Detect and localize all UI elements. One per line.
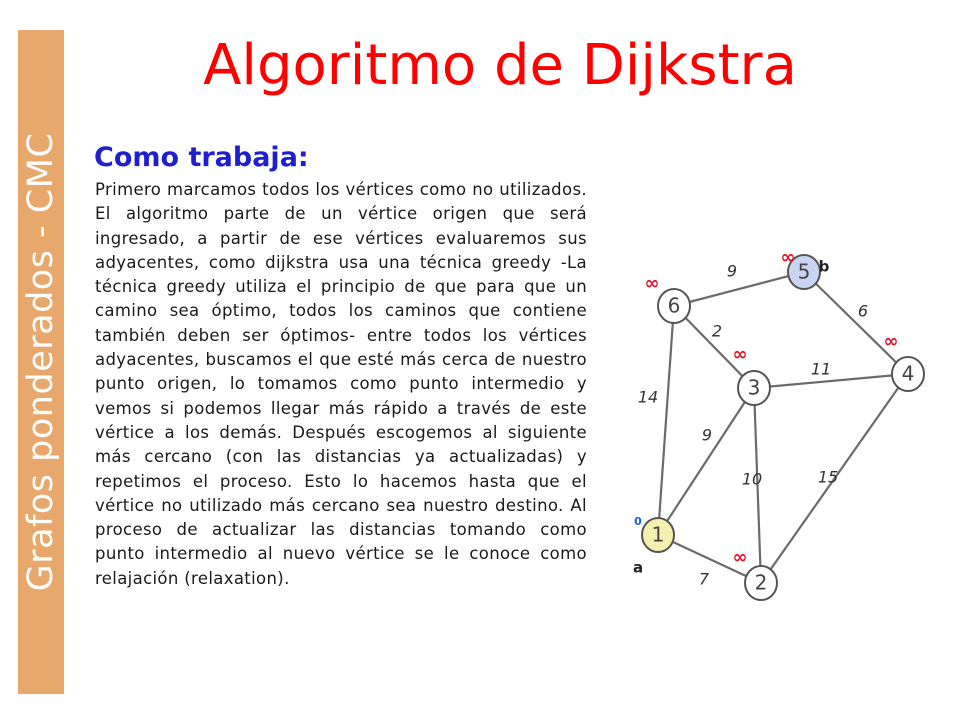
side-title: Grafos ponderados - CMC (21, 132, 61, 592)
node-distance-3: ∞ (732, 344, 748, 365)
edge-weight-6-3: 2 (711, 321, 723, 341)
edge-6-5 (674, 272, 804, 306)
node-label-6: 6 (667, 293, 681, 318)
graph-node-1 (633, 515, 674, 577)
edge-weight-4-2: 15 (817, 467, 839, 487)
section-heading: Como trabaja: (94, 142, 309, 173)
node-label-4: 4 (901, 361, 915, 386)
node-letter-5: b (818, 257, 830, 276)
node-distance-5: ∞ (780, 247, 796, 268)
edge-weight-3-1: 9 (701, 425, 713, 445)
edge-weight-3-4: 11 (810, 359, 832, 379)
node-distance-4: ∞ (883, 331, 899, 352)
graph-node-6 (645, 273, 691, 323)
edge-3-1 (658, 388, 754, 535)
graph-node-5 (781, 247, 830, 289)
dijkstra-graph-diagram (628, 240, 938, 610)
edge-weight-5-4: 6 (857, 301, 869, 321)
node-label-3: 3 (747, 375, 761, 400)
graph-node-4 (884, 331, 925, 391)
edge-weight-1-2: 7 (698, 569, 710, 589)
edge-weight-3-2: 10 (741, 469, 763, 489)
explanation-paragraph: Primero marcamos todos los vértices como no utilizados. El algoritmo parte de un vértice origen que será ingresado, a partir de ese vértices evaluaremos sus adyacentes, como dijkstra usa una técnica greedy -La técnica greedy utiliza el principio de que para que un camino sea óptimo, todos los caminos que contiene también deben ser óptimos- entre todos los vértices adyacentes, buscamos el que esté más cerca de nuestro punto origen, lo tomamos como punto intermedio y vemos si podemos llegar más rápido a través de este vértice a los demás. Después escogemos al siguiente más cercano (con las distancias ya actualizadas) y repetimos el proceso. Esto lo hacemos hasta que el vértice no utilizado más cercano sea nuestro destino. Al proceso de actualizar las distancias tomando como punto intermedio al nuevo vértice se le conoce como relajación (relaxation). (95, 180, 587, 588)
slide-title: Algoritmo de Dijkstra (203, 33, 797, 98)
node-label-1: 1 (651, 522, 665, 547)
node-letter-1: a (632, 558, 644, 577)
node-label-2: 2 (754, 570, 768, 595)
edge-weight-6-5: 9 (726, 261, 738, 281)
edge-weight-6-1: 14 (637, 387, 659, 407)
node-label-5: 5 (797, 259, 811, 284)
node-distance-6: ∞ (644, 273, 660, 294)
graph-node-3 (733, 344, 771, 405)
edge-6-1 (658, 306, 674, 535)
node-distance-2: ∞ (732, 547, 748, 568)
node-distance-1: 0 (634, 515, 642, 528)
